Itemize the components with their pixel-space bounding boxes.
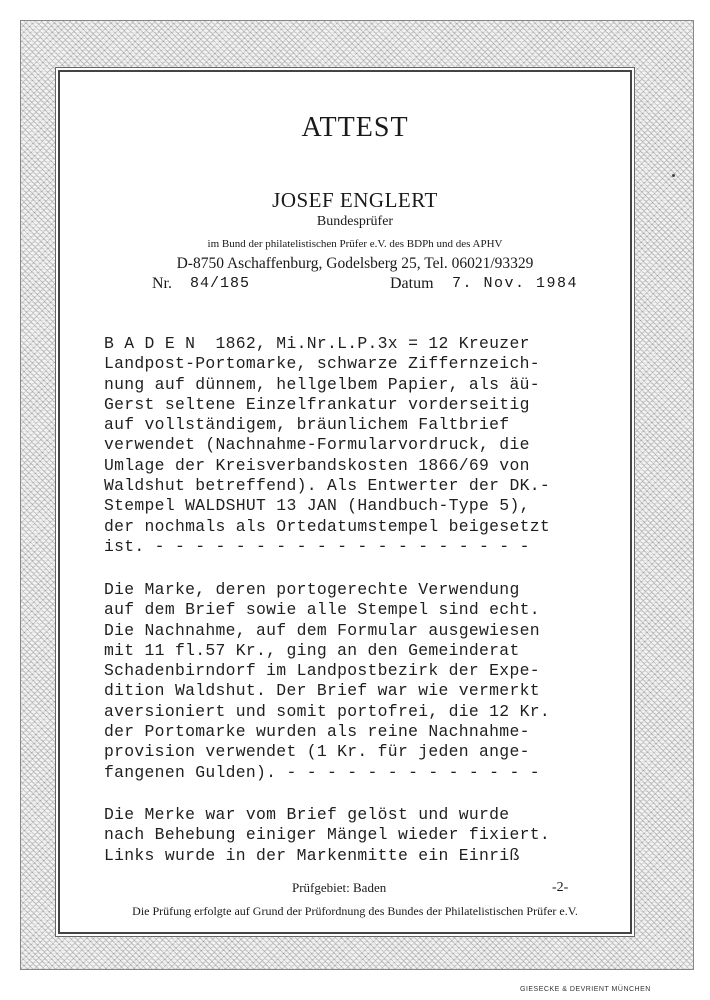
association-line: im Bund der philatelistischen Prüfer e.V. des BDPh und des APHV — [207, 238, 503, 250]
examination-field: Prüfgebiet: Baden — [292, 880, 387, 895]
page-number: -2- — [552, 880, 569, 895]
text-line: der nochmals als Ortedatumstempel beigesetzt — [104, 516, 550, 536]
text-line: der Portomarke wurden als reine Nachnahme- — [104, 722, 530, 742]
address-line: D-8750 Aschaffenburg, Godelsberg 25, Tel. 06021/93329 — [176, 255, 534, 272]
text-line: B A D E N 1862, Mi.Nr.L.P.3x = 12 Kreuzer — [104, 334, 530, 353]
text-line: Stempel WALDSHUT 13 JAN (Handbuch-Type 5), — [104, 496, 530, 516]
text-line: aversioniert und somit portofrei, die 12 Kr. — [104, 701, 550, 721]
text-line: verwendet (Nachnahme-Formularvordruck, die — [104, 435, 530, 455]
margin-mark — [672, 174, 675, 177]
document-title: ATTEST — [301, 112, 409, 143]
text-line: Landpost-Portomarke, schwarze Ziffernzeich- — [104, 354, 540, 374]
number-label: Nr. — [152, 275, 172, 292]
certificate-number: 84/185 — [190, 275, 251, 292]
certificate-date: 7. Nov. 1984 — [452, 275, 579, 292]
text-line: Gerst seltene Einzelfrankatur vorderseitig — [104, 394, 530, 414]
examiner-role: Bundesprüfer — [316, 214, 394, 229]
text-line: auf dem Brief sowie alle Stempel sind echt. — [104, 600, 540, 620]
text-line: fangenen Gulden). - - - - - - - - - - - - - — [104, 762, 540, 782]
text-line: Schadenbirndorf im Landpostbezirk der Expe- — [104, 661, 540, 681]
examiner-name: JOSEF ENGLERT — [272, 188, 438, 212]
text-line: ist. - - - - - - - - - - - - - - - - - - - — [104, 536, 530, 556]
text-line: Die Nachnahme, auf dem Formular ausgewiesen — [104, 620, 540, 640]
footer-note: Die Prüfung erfolgte auf Grund der Prüfordnung des Bundes der Philatelistischen Prüfer e.V. — [132, 904, 578, 918]
date-label: Datum — [390, 275, 434, 292]
text-line: Waldshut betreffend). Als Entwerter der DK.- — [104, 476, 550, 496]
text-line: Die Merke war vom Brief gelöst und wurde — [104, 805, 510, 824]
text-line: dition Waldshut. Der Brief war wie vermerkt — [104, 681, 540, 701]
text-line: Die Marke, deren portogerechte Verwendung — [104, 580, 520, 599]
text-line: nung auf dünnem, hellgelbem Papier, als äü- — [104, 374, 540, 394]
text-line: provision verwendet (1 Kr. für jeden ange- — [104, 742, 530, 762]
text-line: auf vollständigem, bräunlichem Faltbrief — [104, 415, 510, 435]
paragraph-authenticity — [104, 580, 614, 783]
paragraph-condition — [104, 805, 614, 866]
paragraph-description — [104, 334, 614, 557]
printer-imprint: GIESECKE & DEVRIENT MÜNCHEN — [520, 986, 651, 993]
text-line: Umlage der Kreisverbandskosten 1866/69 von — [104, 455, 530, 475]
text-line: mit 11 fl.57 Kr., ging an den Gemeinderat — [104, 640, 520, 660]
text-line: Links wurde in der Markenmitte ein Einriß — [104, 845, 520, 865]
text-line: nach Behebung einiger Mängel wieder fixiert. — [104, 825, 550, 845]
